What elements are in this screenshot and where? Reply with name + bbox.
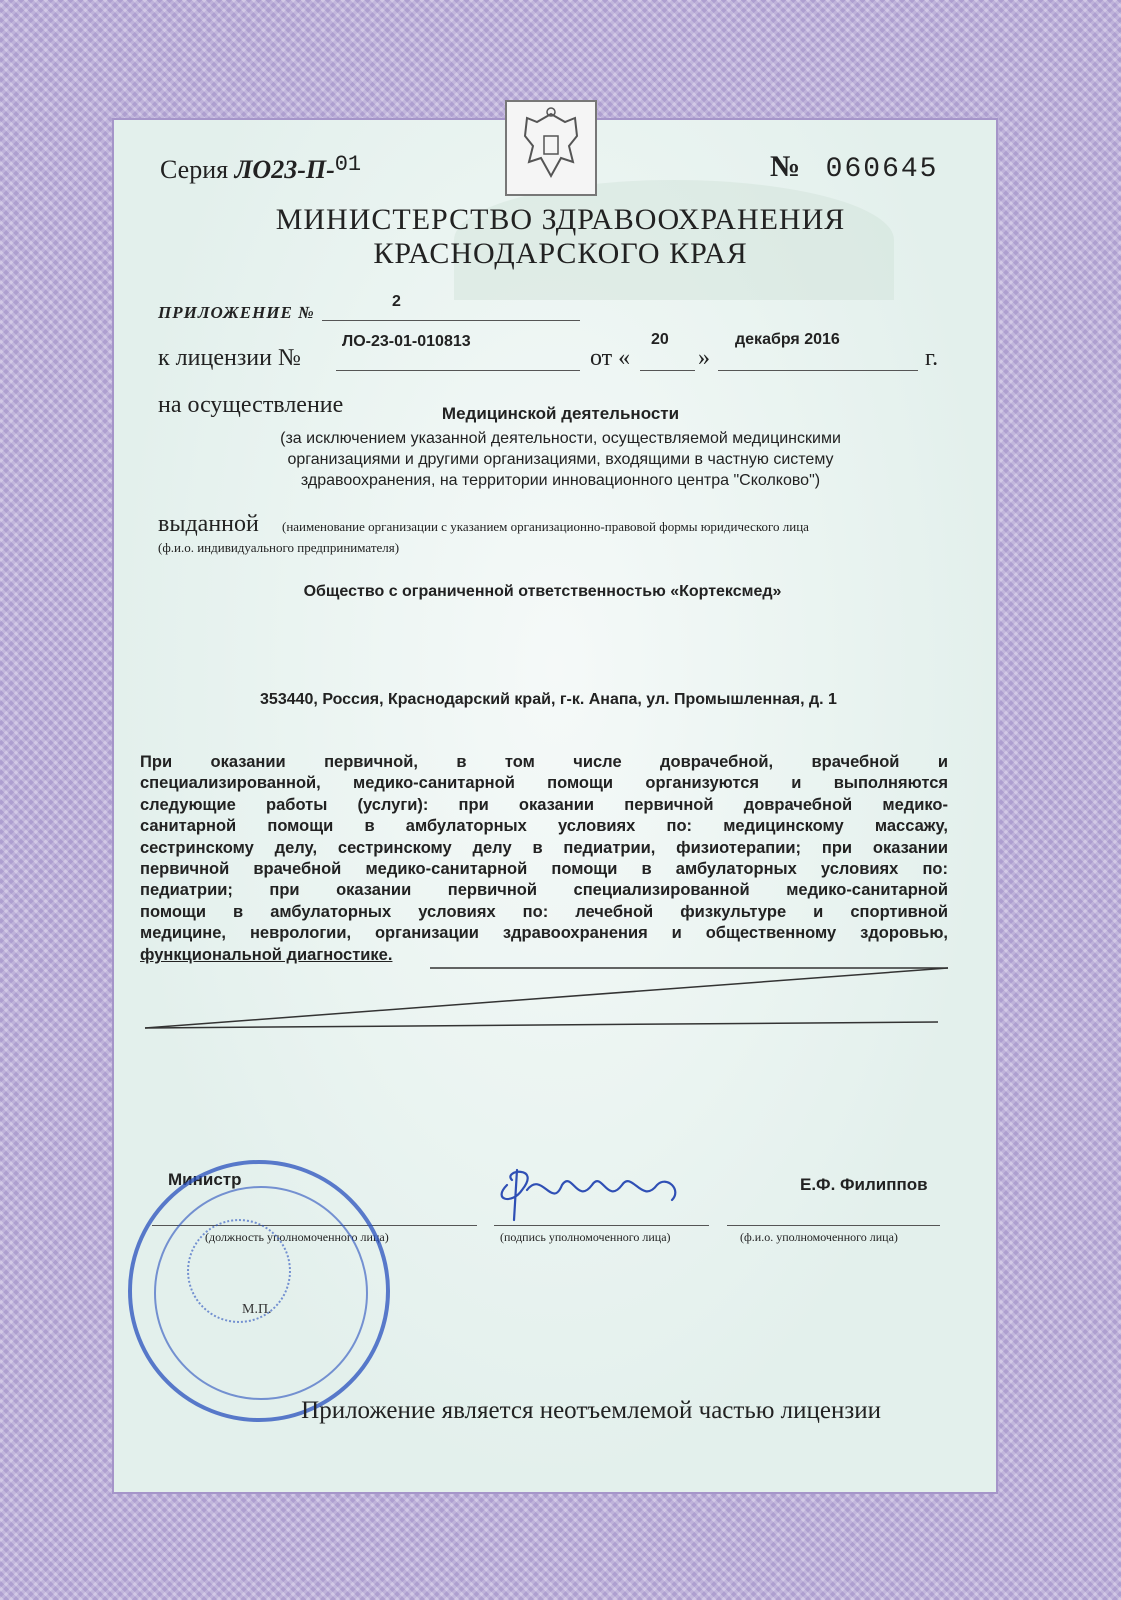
activity-desc-line3: здравоохранения, на территории инновационного центра "Сколково"): [300, 472, 821, 489]
ministry-title-line1: МИНИСТЕРСТВО ЗДРАВООХРАНЕНИЯ: [275, 203, 846, 236]
organization-name: Общество с ограниченной ответственностью «Кортексмед»: [303, 583, 782, 600]
services-line: следующие работы (услуги): при оказании первичной доврачебной медико-: [140, 795, 948, 814]
ministry-title-line2: КРАСНОДАРСКОГО КРАЯ: [373, 237, 748, 270]
services-line: При оказании первичной, в том числе доврачебной, врачебной и: [140, 753, 948, 771]
license-label: к лицензии №: [158, 345, 301, 371]
stamp-emblem-icon: [187, 1219, 291, 1323]
activity-label: на осуществление: [158, 392, 344, 418]
signer-name: Е.Ф. Филиппов: [800, 1175, 928, 1194]
coat-of-arms-icon: [505, 100, 597, 196]
name-underline: [727, 1225, 940, 1226]
services-text: [140, 752, 948, 966]
series-label: Серия: [160, 155, 229, 184]
license-number: ЛО-23-01-010813: [342, 333, 471, 350]
issued-hint-line2: (ф.и.о. индивидуального предпринимателя): [158, 540, 400, 555]
appendix-value: 2: [392, 293, 401, 310]
activity-title: Медицинской деятельности: [441, 404, 680, 423]
official-seal-stamp: [128, 1160, 390, 1422]
license-day: 20: [651, 331, 669, 348]
activity-desc-line1: (за исключением указанной деятельности, осуществляемой медицинскими: [280, 430, 841, 447]
services-line: медицине, неврологии, организации здравоохранения и общественному здоровью,: [140, 924, 948, 943]
license-month-year: декабря 2016: [735, 331, 840, 348]
blank-space-z-lines: [140, 960, 960, 1040]
series-row: [160, 152, 362, 185]
appendix-label: ПРИЛОЖЕНИЕ №: [158, 303, 315, 322]
license-close-quote: »: [698, 345, 710, 371]
caption-position: (должность уполномоченного лица): [205, 1230, 389, 1244]
handwritten-signature: [482, 1150, 702, 1230]
issued-hint-line1: (наименование организации с указанием организационно-правовой формы юридического лица: [282, 519, 809, 534]
license-date-underline: [718, 370, 918, 371]
license-number-underline: [336, 370, 580, 371]
organization-address: 353440, Россия, Краснодарский край, г-к. Анапа, ул. Промышленная, д. 1: [260, 691, 837, 708]
issued-label: выданной: [158, 511, 259, 537]
services-line: сестринскому делу, сестринскому делу в педиатрии, физиотерапии; при оказании: [140, 838, 948, 857]
caption-name: (ф.и.о. уполномоченного лица): [740, 1230, 898, 1244]
signer-position: Министр: [168, 1170, 242, 1189]
series-suffix: 01: [334, 152, 362, 177]
series-value: ЛО23-П-: [234, 155, 335, 184]
services-line: педиатрии; при оказании первичной специализированной медико-санитарной: [140, 881, 948, 900]
mp-label: М.П.: [242, 1302, 272, 1317]
activity-desc-line2: организациями и другими организациями, входящими в частную систему: [287, 451, 834, 468]
number-label: №: [770, 150, 801, 183]
services-line: санитарной помощи в амбулаторных условиях по: медицинскому массажу,: [140, 817, 948, 836]
services-line-last: функциональной диагностике.: [140, 945, 393, 964]
services-line: первичной врачебной медико-санитарной помощи в амбулаторных условиях по:: [140, 860, 948, 879]
footer-note: Приложение является неотъемлемой частью лицензии: [301, 1397, 881, 1424]
caption-signature: (подпись уполномоченного лица): [500, 1230, 671, 1244]
services-line: специализированной, медико-санитарной помощи организуются и выполняются: [140, 774, 948, 793]
number-value: 060645: [825, 154, 939, 185]
license-day-underline: [640, 370, 695, 371]
license-year-suffix: г.: [925, 345, 939, 371]
appendix-underline: [322, 320, 580, 321]
services-line: помощи в амбулаторных условиях по: лечебной физкультуре и спортивной: [140, 902, 948, 921]
license-from-label: от «: [590, 345, 631, 371]
number-row: [770, 150, 938, 185]
